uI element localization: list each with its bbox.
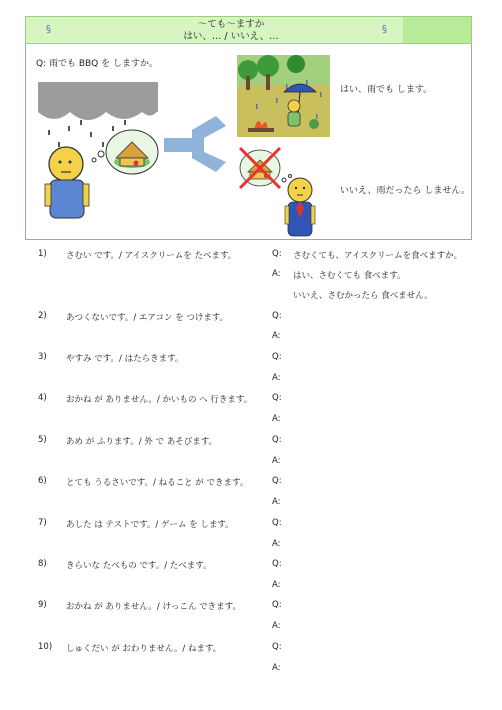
q-label: Q: xyxy=(272,600,282,610)
split-arrow-icon xyxy=(164,116,234,172)
q-label: Q: xyxy=(272,352,282,362)
exercise-prompt: きらいな たべもの です。/ たべます。 xyxy=(66,561,212,571)
a-label: A: xyxy=(272,414,281,424)
a-label: A: xyxy=(272,269,281,279)
q-label: Q: xyxy=(272,559,282,569)
exercise-number: 9) xyxy=(38,600,47,610)
worksheet-title xyxy=(136,19,326,43)
exercise-prompt: とても うるさいです。/ ねること が できます。 xyxy=(66,478,249,488)
exercise-number: 7) xyxy=(38,518,47,528)
exercise-prompt: あした は テストです。/ ゲーム を します。 xyxy=(66,520,234,530)
example-question-answer: さむくても、アイスクリームを食べますか。 xyxy=(293,251,463,261)
example-answer-no: いいえ、さむかったら 食べません。 xyxy=(293,291,433,301)
a-label: A: xyxy=(272,331,281,341)
a-label: A: xyxy=(272,621,281,631)
exercise-number: 5) xyxy=(38,435,47,445)
a-label: A: xyxy=(272,497,281,507)
no-bbq-illustration xyxy=(238,146,333,238)
exercise-number: 1) xyxy=(38,249,47,259)
q-label: Q: xyxy=(272,435,282,445)
section-mark-right: § xyxy=(382,24,387,35)
section-mark-left: § xyxy=(46,24,51,35)
exercise-number: 2) xyxy=(38,311,47,321)
q-label: Q: xyxy=(272,518,282,528)
a-label: A: xyxy=(272,456,281,466)
exercise-prompt: おかね が ありません。/ けっこん できます。 xyxy=(66,602,242,612)
q-label: Q: xyxy=(272,476,282,486)
exercise-number: 10) xyxy=(38,642,53,652)
a-label: A: xyxy=(272,539,281,549)
answer-yes: はい、雨でも します。 xyxy=(340,85,433,95)
worksheet-header xyxy=(25,16,472,44)
exercise-prompt: あめ が ふります。/ 外 で あそびます。 xyxy=(66,437,218,447)
header-color-block xyxy=(403,17,471,43)
example-answer-yes: はい、さむくても 食べます。 xyxy=(293,271,406,281)
answer-no: いいえ、雨だったら しません。 xyxy=(340,186,470,196)
exercise-prompt: しゅくだい が おわりません。/ ねます。 xyxy=(66,644,222,654)
exercise-number: 4) xyxy=(38,393,47,403)
exercise-prompt: あつくないです。/ エアコン を つけます。 xyxy=(66,313,229,323)
q-label: Q: xyxy=(272,249,282,259)
a-label: A: xyxy=(272,580,281,590)
a-label: A: xyxy=(272,663,281,673)
a-label: A: xyxy=(272,373,281,383)
exercise-number: 3) xyxy=(38,352,47,362)
q-label: Q: xyxy=(272,311,282,321)
title-line-1: 〜ても〜ますか xyxy=(197,19,265,30)
rain-bbq-illustration xyxy=(236,54,331,138)
q-label: Q: xyxy=(272,393,282,403)
exercise-number: 6) xyxy=(38,476,47,486)
exercise-prompt: やすみ です。/ はたらきます。 xyxy=(66,354,184,364)
exercise-prompt: さむい です。/ アイスクリームを たべます。 xyxy=(66,251,237,261)
exercise-prompt: おかね が ありません。/ かいもの へ 行きます。 xyxy=(66,395,253,405)
example-question: Q: 雨でも BBQ を しますか。 xyxy=(36,59,158,69)
exercise-number: 8) xyxy=(38,559,47,569)
q-label: Q: xyxy=(272,642,282,652)
rain-boy-illustration xyxy=(36,80,161,220)
title-line-2: はい、… / いいえ、… xyxy=(183,31,279,42)
